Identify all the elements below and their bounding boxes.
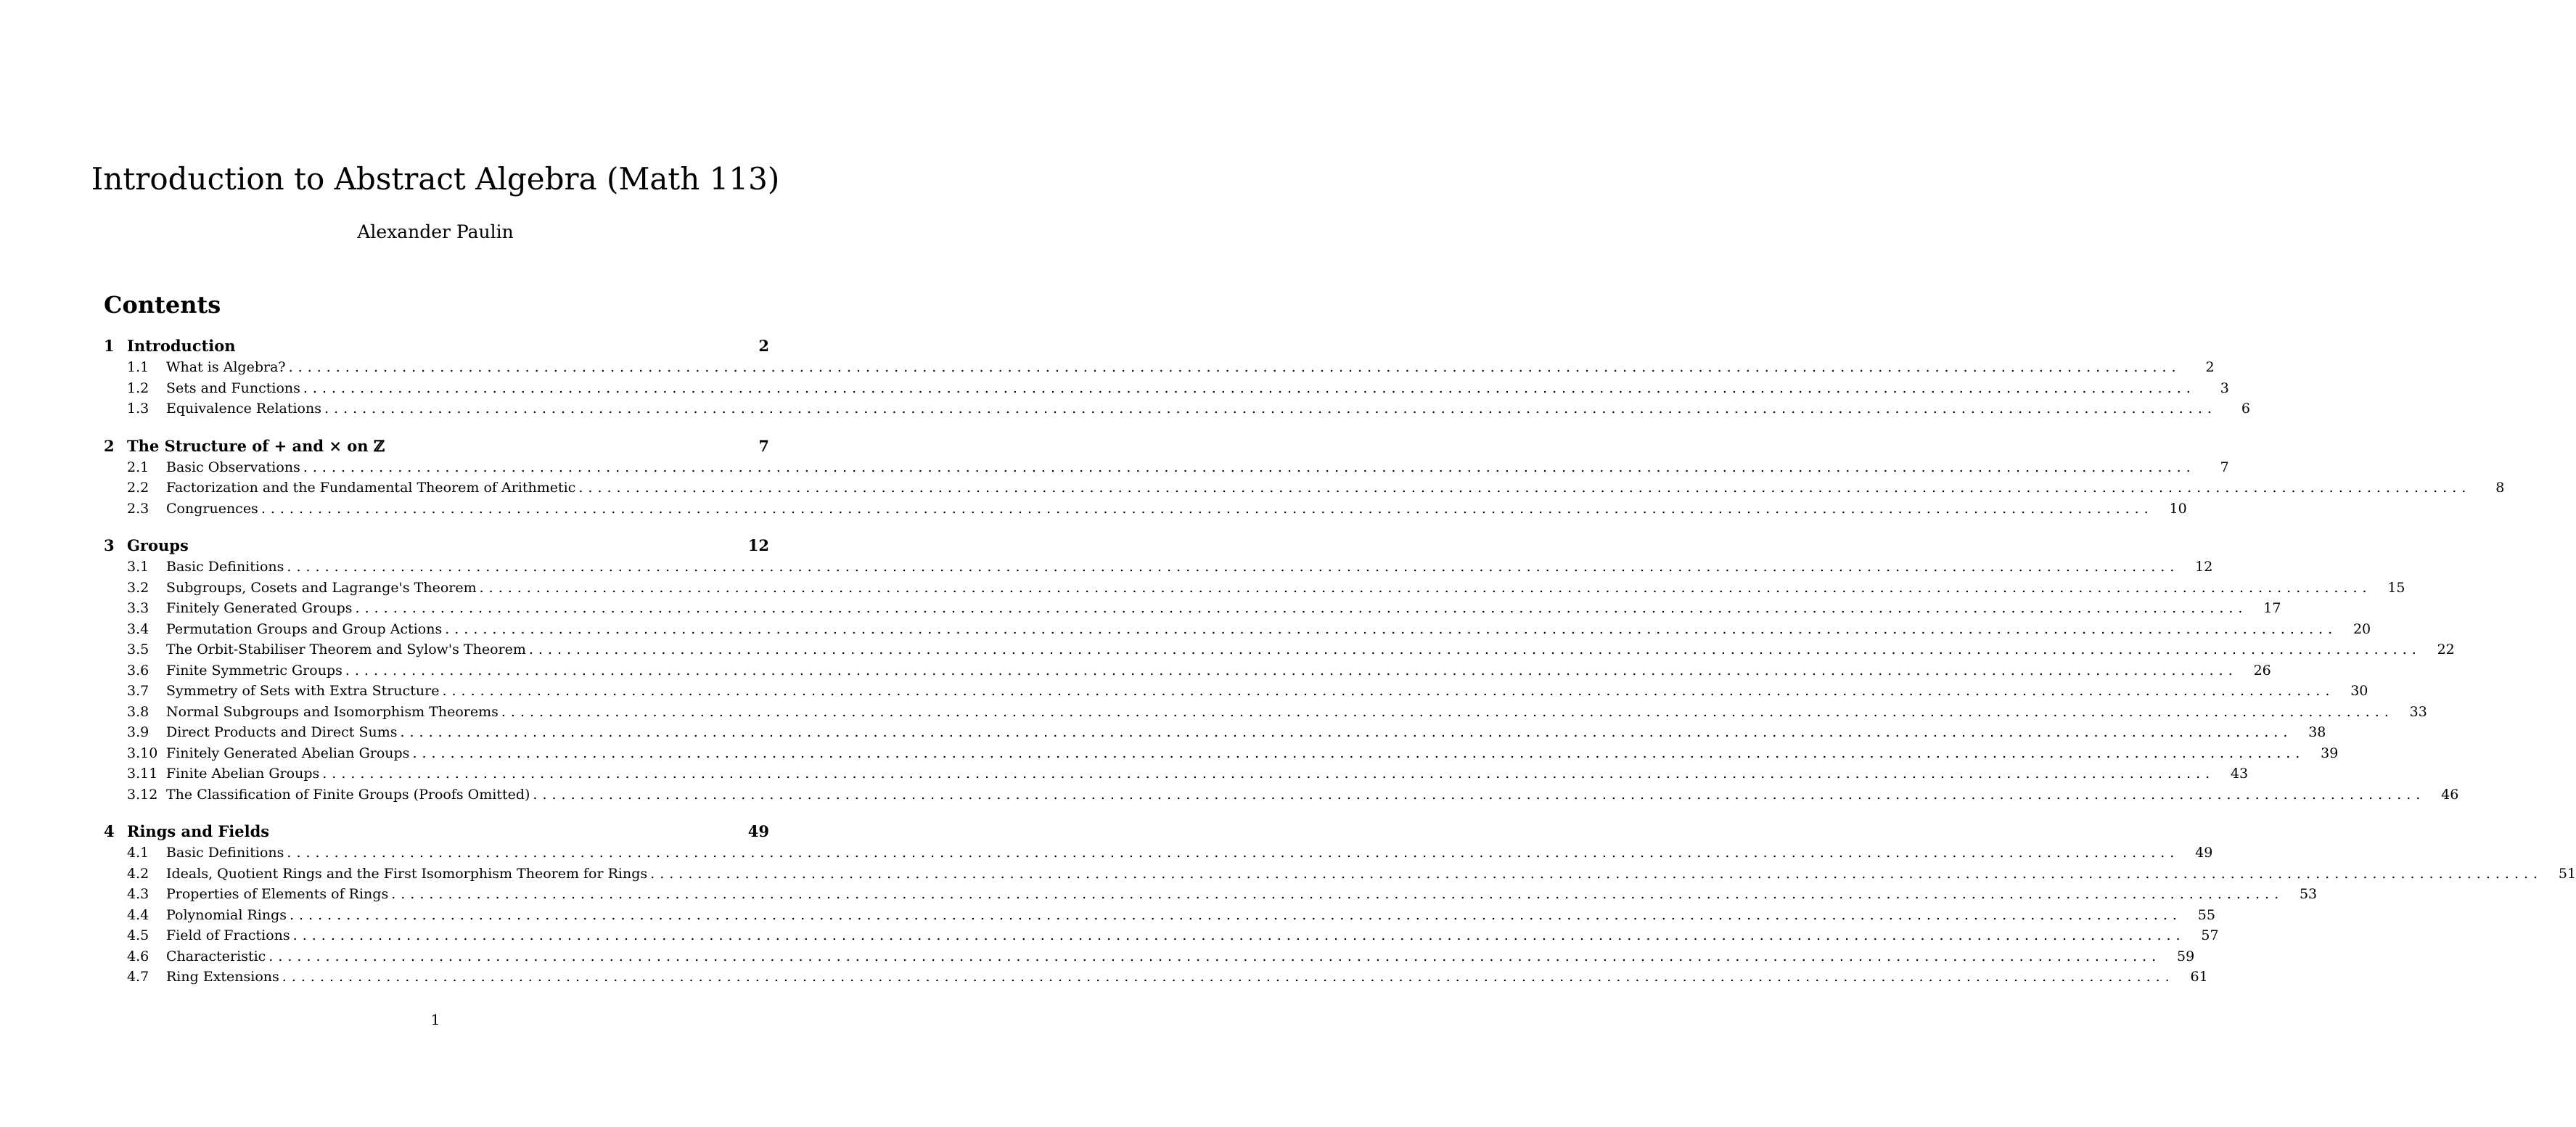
section-number: 2.1 [127,459,149,475]
section-number: 3.8 [127,703,149,720]
section-number: 3.1 [127,559,149,575]
section-title: Ideals, Quotient Rings and the First Isomorphism Theorem for Rings [166,865,648,882]
section-number: 4.3 [127,886,149,902]
dot-leader: ........................................................................................................................................................................................................ [533,786,2426,803]
section-title: Normal Subgroups and Isomorphism Theorems [166,703,499,720]
section-page: 10 [2169,500,2187,517]
dot-leader: ........................................................................................................................................................................................................ [442,683,2335,699]
chapter-title: The Structure of + and × on ℤ [127,436,385,455]
section-title: Subgroups, Cosets and Lagrange's Theorem [166,579,477,596]
toc-chapter [104,335,2250,419]
section-page: 59 [2177,948,2195,964]
dot-leader: ........................................................................................................................................................................................................ [303,459,2196,475]
section-number: 4.1 [127,845,149,861]
section-page: 57 [2201,927,2219,943]
toc-section-entry[interactable] [104,784,2459,806]
dot-leader: ........................................................................................................................................................................................................ [400,724,2293,740]
toc-chapter-entry[interactable] [104,335,769,357]
section-number: 4.7 [127,969,149,985]
section-title: Basic Definitions [166,845,284,861]
dot-leader: ........................................................................................................................................................................................................ [287,559,2180,575]
section-title: Symmetry of Sets with Extra Structure [166,683,440,699]
section-number: 3.11 [127,766,158,782]
section-page: 3 [2220,380,2229,396]
section-page: 49 [2195,845,2213,861]
toc-section-entry[interactable] [104,843,2213,864]
section-page: 38 [2308,724,2326,740]
toc-section-entry[interactable] [104,743,2339,764]
section-title: Ring Extensions [166,969,279,985]
toc-section-entry[interactable] [104,722,2326,743]
dot-leader: ........................................................................................................................................................................................................ [261,500,2154,517]
toc-section-entry[interactable] [104,598,2281,619]
document-title: Introduction to Abstract Algebra (Math 113) [91,161,780,197]
chapter-page: 2 [758,337,769,355]
page-number: 1 [430,1011,440,1028]
dot-leader: ........................................................................................................................................................................................................ [292,927,2186,943]
dot-leader: ........................................................................................................................................................................................................ [355,600,2248,616]
section-number: 4.2 [127,865,149,882]
dot-leader: ........................................................................................................................................................................................................ [290,906,2182,923]
chapter-title: Introduction [127,337,236,355]
section-title: Basic Definitions [166,559,284,575]
dot-leader: ........................................................................................................................................................................................................ [282,969,2175,985]
section-number: 1.2 [127,380,149,396]
section-title: Direct Products and Direct Sums [166,724,398,740]
section-page: 46 [2441,786,2459,803]
section-page: 33 [2409,703,2427,720]
chapter-number: 4 [104,822,115,840]
chapter-title: Groups [127,536,189,554]
section-title: Properties of Elements of Rings [166,886,389,902]
section-title: Permutation Groups and Group Actions [166,620,443,637]
section-title: Congruences [166,500,258,517]
toc-section-entry[interactable] [104,905,2215,926]
toc-chapter-entry[interactable] [104,535,769,557]
section-title: Finitely Generated Abelian Groups [166,745,410,761]
dot-leader: ........................................................................................................................................................................................................ [324,401,2217,417]
dot-leader: ........................................................................................................................................................................................................ [345,662,2238,679]
toc-section-entry[interactable] [104,946,2195,967]
toc-section-entry[interactable] [104,619,2371,640]
document-author: Alexander Paulin [357,221,514,242]
section-page: 55 [2197,906,2215,923]
toc-section-entry[interactable] [104,457,2229,478]
section-title: Field of Fractions [166,927,290,943]
toc-section-entry[interactable] [104,660,2271,681]
toc-chapter [104,821,2576,988]
toc-chapter [104,435,2505,520]
dot-leader: ........................................................................................................................................................................................................ [268,948,2162,964]
toc-section-entry[interactable] [104,398,2250,419]
section-number: 1.1 [127,359,149,375]
dot-leader: ........................................................................................................................................................................................................ [303,380,2196,396]
section-page: 17 [2263,600,2281,616]
section-number: 2.3 [127,500,149,517]
toc-section-entry[interactable] [104,557,2213,578]
section-number: 1.3 [127,401,149,417]
section-number: 4.6 [127,948,149,964]
section-number: 3.12 [127,786,158,803]
section-title: Finite Abelian Groups [166,766,320,782]
section-page: 8 [2495,480,2505,496]
section-page: 15 [2387,579,2405,596]
toc-section-entry[interactable] [104,967,2208,988]
dot-leader: ........................................................................................................................................................................................................ [391,886,2284,902]
toc-section-entry[interactable] [104,864,2576,885]
section-page: 12 [2195,559,2213,575]
section-title: Finite Symmetric Groups [166,662,342,679]
section-page: 53 [2299,886,2318,902]
dot-leader: ........................................................................................................................................................................................................ [578,480,2472,496]
section-title: Polynomial Rings [166,906,287,923]
dot-leader: ........................................................................................................................................................................................................ [287,845,2180,861]
dot-leader: ........................................................................................................................................................................................................ [650,865,2543,882]
section-number: 4.5 [127,927,149,943]
dot-leader: ........................................................................................................................................................................................................ [445,620,2338,637]
table-of-contents [104,335,2576,1004]
section-number: 3.4 [127,620,149,637]
section-title: What is Algebra? [166,359,286,375]
chapter-number: 1 [104,337,115,355]
toc-chapter-entry[interactable] [104,435,769,457]
toc-section-entry[interactable] [104,499,2187,520]
dot-leader: ........................................................................................................................................................................................................ [288,359,2181,375]
toc-section-entry[interactable] [104,639,2455,660]
section-page: 20 [2353,620,2371,637]
section-number: 3.6 [127,662,149,679]
section-page: 6 [2241,401,2250,417]
toc-section-entry[interactable] [104,925,2219,946]
section-title: Equivalence Relations [166,401,321,417]
toc-section-entry[interactable] [104,357,2215,378]
section-title: Factorization and the Fundamental Theorem of Arithmetic [166,480,576,496]
contents-heading: Contents [104,291,221,319]
dot-leader: ........................................................................................................................................................................................................ [479,579,2372,596]
section-page: 43 [2230,766,2249,782]
dot-leader: ........................................................................................................................................................................................................ [412,745,2305,761]
chapter-number: 2 [104,436,115,455]
section-page: 7 [2220,459,2229,475]
toc-section-entry[interactable] [104,478,2505,499]
toc-section-entry[interactable] [104,702,2427,723]
chapter-page: 12 [747,536,769,554]
section-page: 51 [2558,865,2576,882]
section-number: 2.2 [127,480,149,496]
section-title: The Orbit-Stabiliser Theorem and Sylow's Theorem [166,642,526,657]
dot-leader: ........................................................................................................................................................................................................ [501,703,2394,720]
section-page: 22 [2437,642,2455,657]
section-title: Characteristic [166,948,266,964]
dot-leader: ........................................................................................................................................................................................................ [322,766,2215,782]
chapter-page: 49 [747,822,769,840]
chapter-title: Rings and Fields [127,822,270,840]
chapter-page: 7 [758,436,769,455]
toc-section-entry[interactable] [104,378,2229,399]
section-page: 26 [2253,662,2271,679]
toc-section-entry[interactable] [104,884,2318,905]
dot-leader: ........................................................................................................................................................................................................ [528,642,2421,657]
section-title: The Classification of Finite Groups (Proofs Omitted) [166,786,530,803]
section-title: Basic Observations [166,459,300,475]
toc-section-entry[interactable] [104,681,2368,702]
section-number: 3.7 [127,683,149,699]
toc-chapter-entry[interactable] [104,821,769,843]
section-title: Finitely Generated Groups [166,600,353,616]
section-page: 2 [2205,359,2215,375]
section-number: 3.10 [127,745,158,761]
section-page: 39 [2321,745,2339,761]
chapter-number: 3 [104,536,115,554]
toc-chapter [104,535,2459,805]
toc-section-entry[interactable] [104,763,2249,784]
section-number: 4.4 [127,906,149,923]
section-page: 30 [2350,683,2368,699]
section-number: 3.5 [127,642,149,657]
section-number: 3.3 [127,600,149,616]
section-number: 3.2 [127,579,149,596]
toc-section-entry[interactable] [104,578,2405,599]
section-number: 3.9 [127,724,149,740]
section-title: Sets and Functions [166,380,300,396]
section-page: 61 [2190,969,2208,985]
